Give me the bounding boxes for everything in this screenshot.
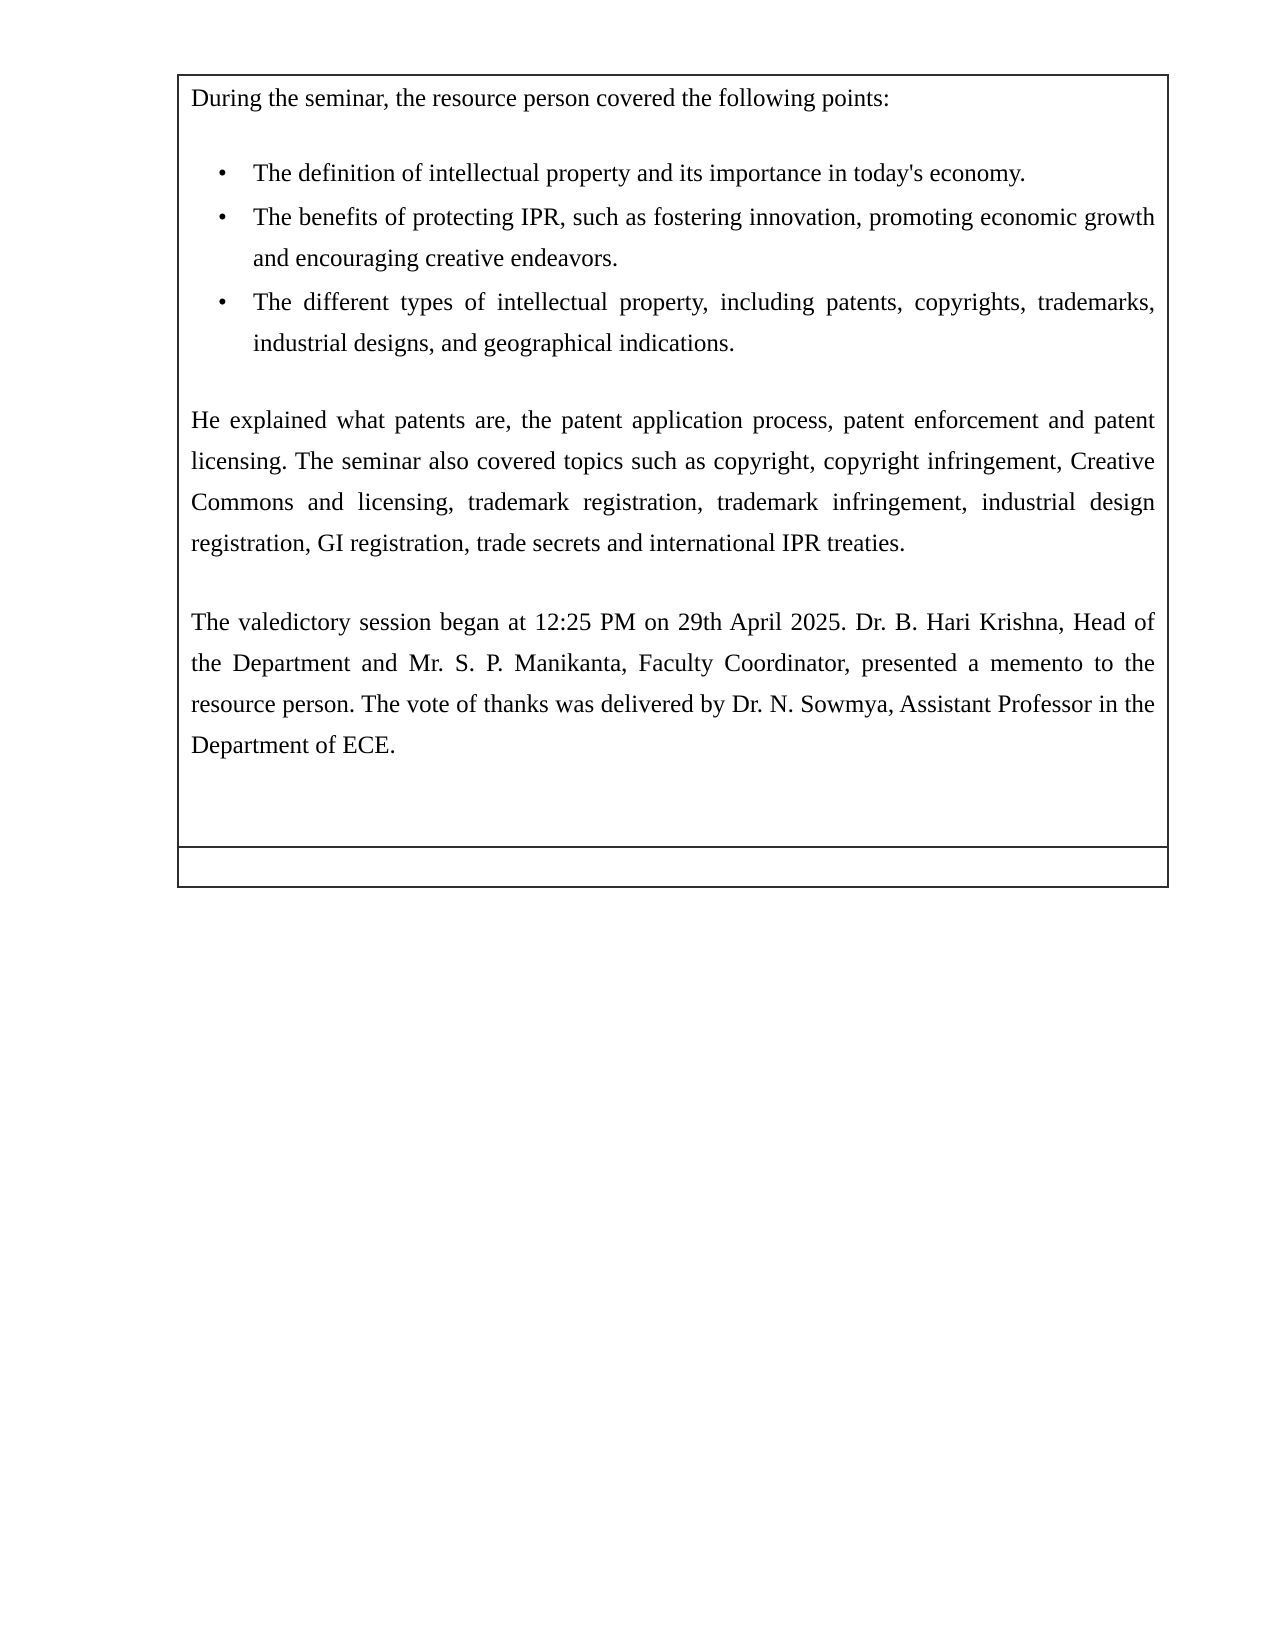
patents-paragraph: He explained what patents are, the patent application process, patent enforcement and patent licensing. The seminar also covered topics such as copyright, copyright infringement, Creative Commons and licensing, trademark registration, trademark infringement, industrial design registration, GI registration, trade secrets and international IPR treaties. xyxy=(191,407,1155,557)
empty-bottom-cell xyxy=(178,847,1168,887)
seminar-report-table xyxy=(177,74,1169,888)
table-row xyxy=(178,75,1168,847)
list-item: • The definition of intellectual property and its importance in today's economy. xyxy=(191,153,1155,194)
valedictory-paragraph: The valedictory session began at 12:25 PM on 29th April 2025. Dr. B. Hari Krishna, Head of the Department and Mr. S. P. Manikanta, Faculty Coordinator, presented a memento to the resource person. The vote of thanks was delivered by Dr. N. Sowmya, Assistant Professor in the Department of ECE. xyxy=(191,609,1155,759)
list-item: • The benefits of protecting IPR, such as fostering innovation, promoting economic growth and encouraging creative endeavors. xyxy=(191,197,1155,279)
table-row xyxy=(178,847,1168,887)
list-item: • The different types of intellectual property, including patents, copyrights, trademarks, industrial designs, and geographical indications. xyxy=(191,282,1155,364)
report-body-cell xyxy=(178,75,1168,847)
intro-paragraph: During the seminar, the resource person covered the following points: xyxy=(191,85,890,112)
seminar-points-list xyxy=(191,153,1155,364)
